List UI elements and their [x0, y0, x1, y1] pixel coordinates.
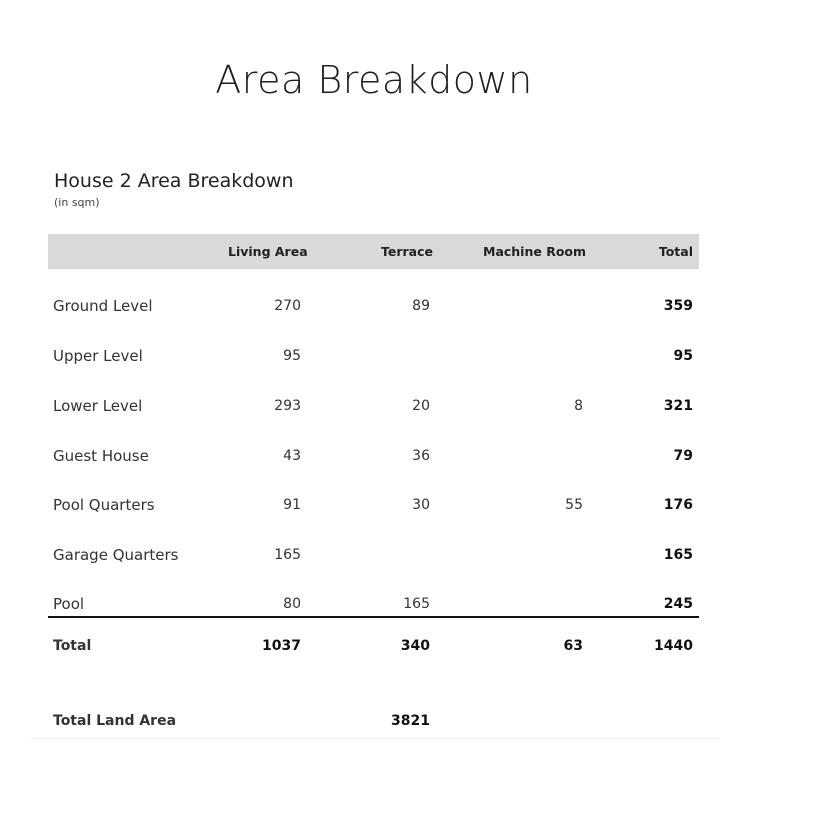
living-area-cell: 80	[283, 596, 301, 612]
total-cell: 165	[663, 547, 693, 563]
column-header-total: Total	[658, 244, 693, 259]
totals-machine-room: 63	[563, 638, 583, 654]
land-area-label: Total Land Area	[53, 713, 177, 729]
page-title: Area Breakdown	[215, 58, 533, 102]
totals-living-area: 1037	[262, 638, 301, 654]
total-cell: 245	[663, 596, 693, 612]
terrace-cell: 89	[412, 298, 430, 314]
total-cell: 79	[673, 448, 693, 464]
living-area-cell: 270	[274, 298, 301, 314]
living-area-cell: 165	[274, 547, 301, 563]
total-cell: 95	[673, 348, 693, 364]
totals-terrace: 340	[400, 638, 430, 654]
totals-label: Total	[53, 638, 92, 654]
row-label: Garage Quarters	[53, 546, 179, 564]
total-cell: 321	[663, 398, 693, 414]
terrace-cell: 30	[412, 497, 430, 513]
totals-total: 1440	[654, 638, 693, 654]
living-area-cell: 293	[274, 398, 301, 414]
row-label: Lower Level	[53, 397, 143, 415]
terrace-cell: 165	[403, 596, 430, 612]
machine-room-cell: 8	[574, 398, 583, 414]
table-units: (in sqm)	[54, 196, 100, 209]
terrace-cell: 20	[412, 398, 430, 414]
living-area-cell: 43	[283, 448, 301, 464]
total-cell: 176	[663, 497, 693, 513]
row-label: Ground Level	[53, 297, 153, 315]
column-header-terrace: Terrace	[381, 244, 433, 259]
column-header-living-area: Living Area	[228, 244, 308, 259]
living-area-cell: 95	[283, 348, 301, 364]
row-label: Guest House	[53, 447, 149, 465]
machine-room-cell: 55	[565, 497, 583, 513]
row-label: Upper Level	[53, 347, 143, 365]
row-label: Pool	[53, 595, 85, 613]
terrace-cell: 36	[412, 448, 430, 464]
table-title: House 2 Area Breakdown	[54, 170, 294, 192]
divider	[30, 738, 720, 739]
column-header-machine-room: Machine Room	[483, 244, 587, 259]
table-header	[48, 234, 699, 269]
total-divider	[48, 616, 699, 618]
total-cell: 359	[663, 298, 693, 314]
living-area-cell: 91	[283, 497, 301, 513]
row-label: Pool Quarters	[53, 496, 155, 514]
land-area-value: 3821	[391, 713, 430, 729]
